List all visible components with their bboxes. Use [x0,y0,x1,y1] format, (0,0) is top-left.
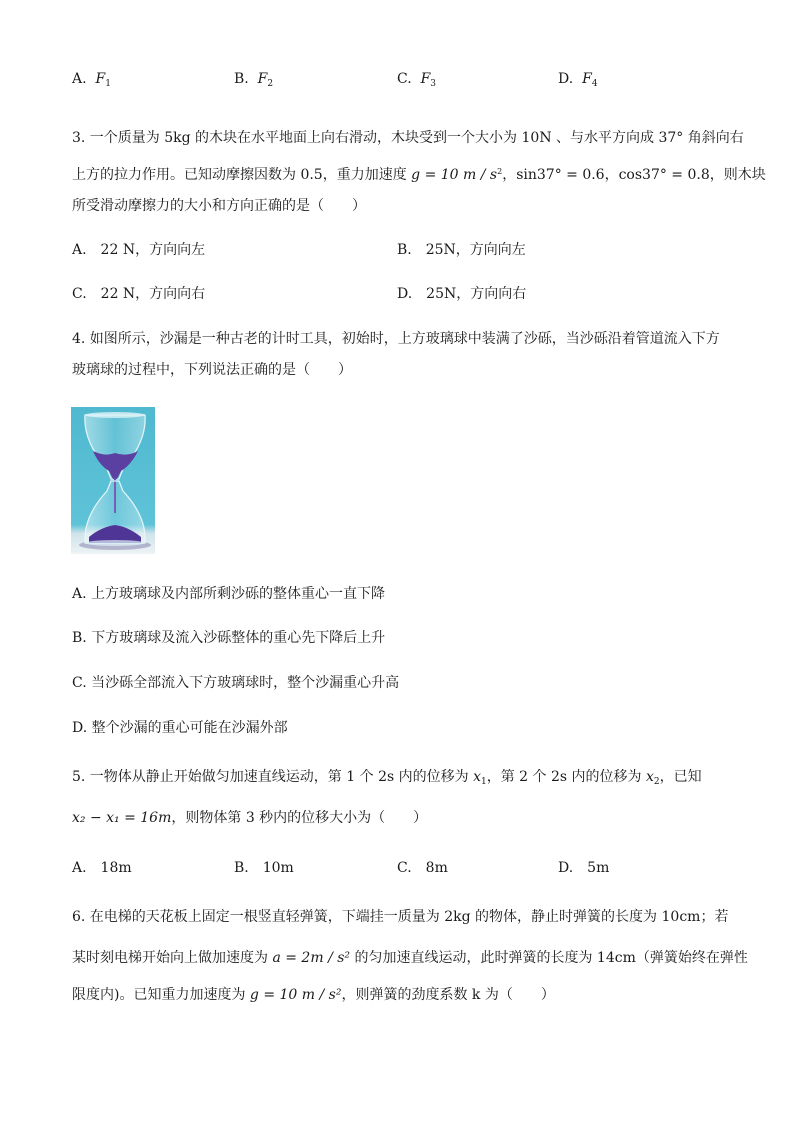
q5-stem-line1: 5. 一物体从静止开始做匀加速直线运动，第 1 个 2s 内的位移为 $x_1$，第 2 个 2s 内的位移为 $x_2$，已知 [72,769,702,787]
q5-stem-line2: x₂ − x₁ = 16m，则物体第 3 秒内的位移大小为（ ） [72,810,428,826]
q6-stem-line2: 某时刻电梯开始向上做加速度为 a = 2m / s² 的匀加速直线运动，此时弹簧的长度为 14cm（弹簧始终在弹性 [72,950,748,966]
hourglass-image [71,407,155,554]
q3-option-d: D. 25N，方向向右 [397,286,527,302]
q3-option-c: C. 22 N，方向向右 [72,286,206,302]
q2-option-b: B. $F_2$ [234,71,274,89]
q5-option-a: A. 18m [72,860,132,876]
q5-option-c: C. 8m [397,860,448,876]
q3-option-a: A. 22 N，方向向左 [72,242,206,258]
q6-stem-line3: 限度内)。已知重力加速度为 g = 10 m / s²，则弹簧的劲度系数 k 为（ ） [72,987,555,1003]
q4-option-c: C. 当沙砾全部流入下方玻璃球时，整个沙漏重心升高 [72,675,400,691]
q3-stem-line2: 上方的拉力作用。已知动摩擦因数为 0.5，重力加速度 g = 10 m / $s^2$，sin37° = 0.6，cos37° = 0.8，则木块 [72,167,766,183]
q5-option-b: B. 10m [234,860,294,876]
q3-stem-line1: 3. 一个质量为 5kg 的木块在水平地面上向右滑动，木块受到一个大小为 10N 、与水平方向成 37° 角斜向右 [72,130,744,146]
q3-stem-line3: 所受滑动摩擦力的大小和方向正确的是（ ） [72,198,366,214]
q4-option-d: D. 整个沙漏的重心可能在沙漏外部 [72,720,288,736]
q6-stem-line1: 6. 在电梯的天花板上固定一根竖直轻弹簧，下端挂一质量为 2kg 的物体，静止时弹簧的长度为 10cm；若 [72,909,729,925]
q4-option-b: B. 下方玻璃球及流入沙砾整体的重心先下降后上升 [72,630,386,646]
q5-option-d: D. 5m [558,860,610,876]
q4-option-a: A. 上方玻璃球及内部所剩沙砾的整体重心一直下降 [72,586,386,602]
q4-stem-line2: 玻璃球的过程中，下列说法正确的是（ ） [72,362,352,378]
q2-option-d: D. $F_4$ [558,71,598,89]
q4-stem-line1: 4. 如图所示，沙漏是一种古老的计时工具，初始时，上方玻璃球中装满了沙砾，当沙砾沿着管道流入下方 [72,331,720,347]
q2-option-c: C. $F_3$ [397,71,437,89]
q2-option-a: A. $F_1$ [72,71,111,89]
q3-option-b: B. 25N，方向向左 [397,242,526,258]
